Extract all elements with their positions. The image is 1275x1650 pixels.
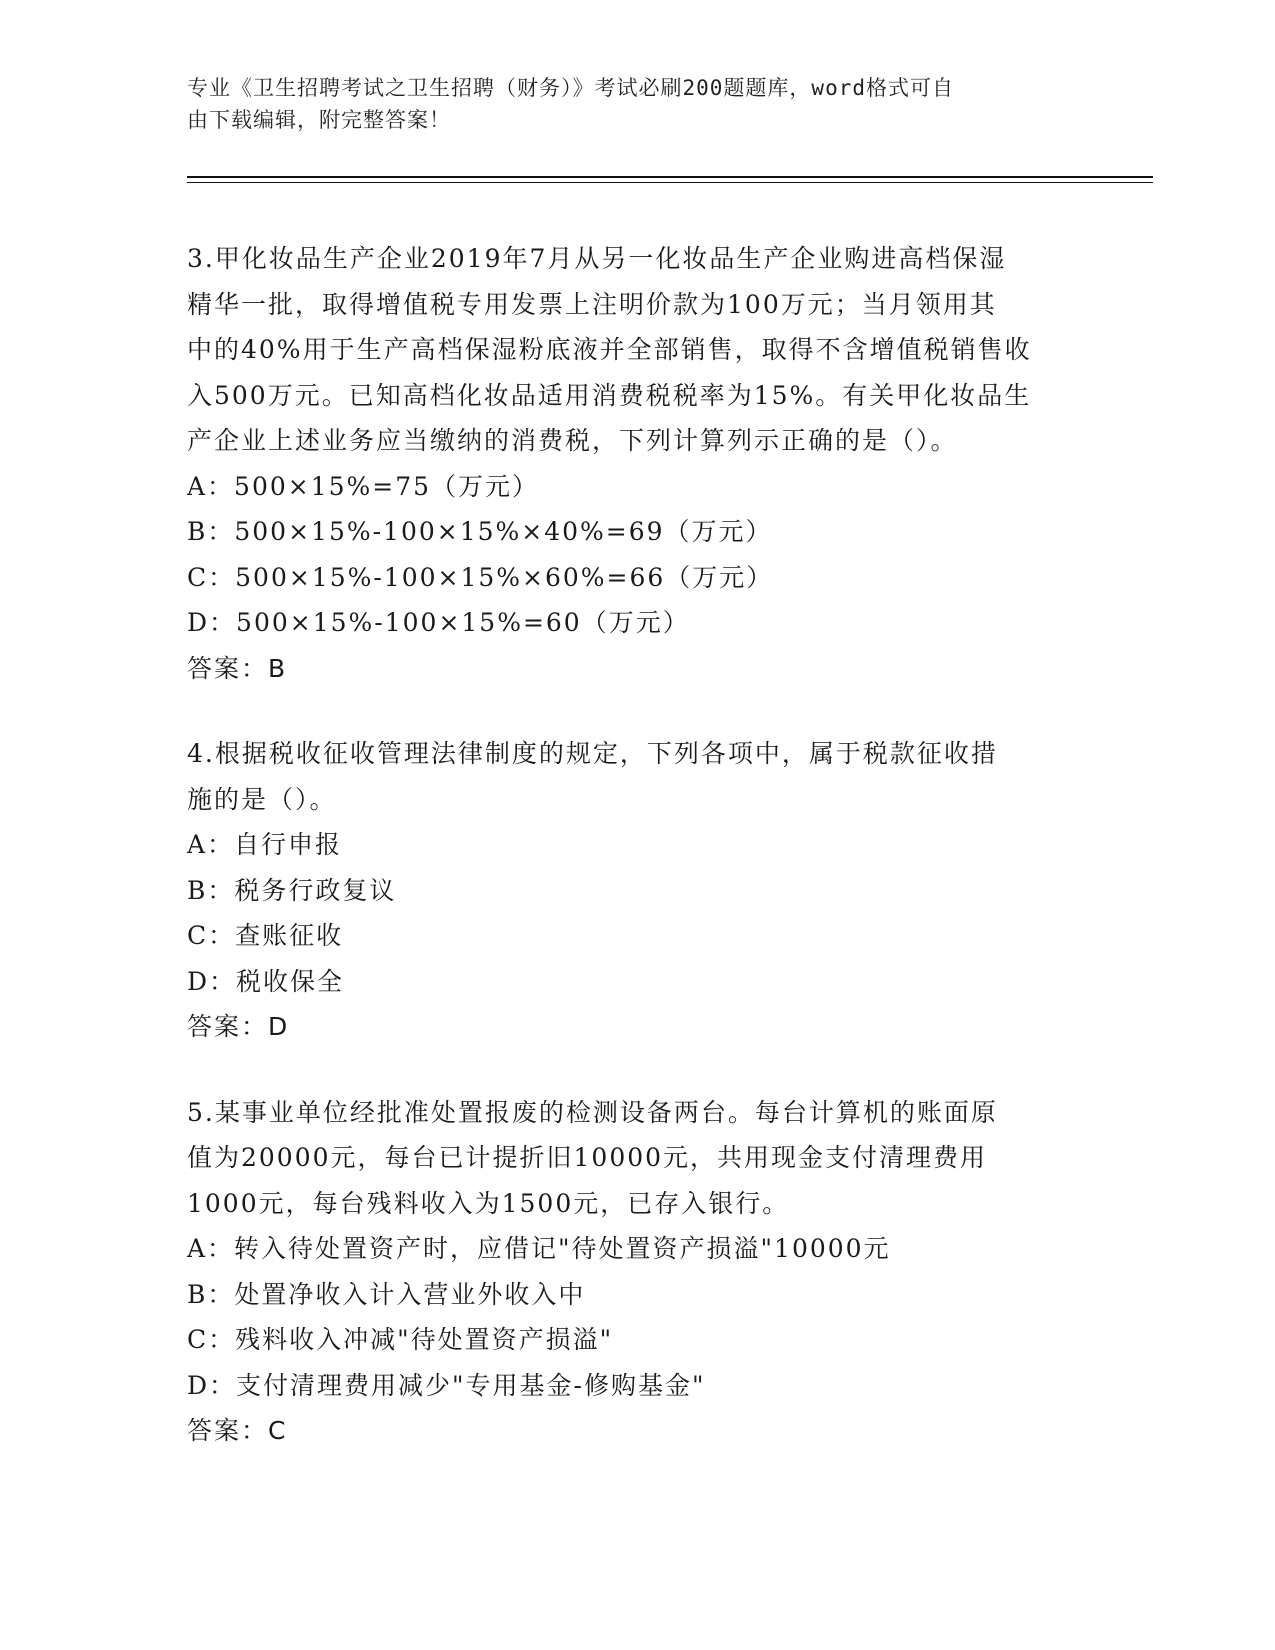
question-stem (187, 236, 1087, 464)
option-a: A：自行申报 (187, 830, 343, 859)
answer-line: 答案：B (187, 653, 288, 683)
question-5 (187, 1090, 1087, 1454)
option-b: B：500×15%-100×15%×40%=69（万元） (187, 517, 773, 546)
question-stem (187, 731, 1087, 822)
stem-line: 1000元，每台残料收入为1500元，已存入银行。 (187, 1188, 790, 1218)
question-stem (187, 1090, 1087, 1227)
document-header (187, 72, 1067, 136)
header-line-1: 专业《卫生招聘考试之卫生招聘（财务）》考试必刷200题题库，word格式可自 (187, 76, 954, 100)
option-a: A：转入待处置资产时，应借记"待处置资产损溢"10000元 (187, 1234, 891, 1263)
question-4 (187, 731, 1087, 1050)
question-list (187, 236, 1087, 1494)
stem-line: 4.根据税收征收管理法律制度的规定，下列各项中，属于税款征收措 (187, 739, 998, 768)
header-divider-thin (187, 182, 1153, 183)
option-b: B：处置净收入计入营业外收入中 (187, 1279, 586, 1309)
stem-line: 3.甲化妆品生产企业2019年7月从另一化妆品生产企业购进高档保湿 (187, 244, 1007, 273)
stem-line: 精华一批，取得增值税专用发票上注明价款为100万元；当月领用其 (187, 289, 997, 319)
stem-line: 入500万元。已知高档化妆品适用消费税税率为15%。有关甲化妆品生 (187, 380, 1032, 410)
option-d: D：500×15%-100×15%=60（万元） (187, 608, 690, 637)
option-d: D：税收保全 (187, 966, 345, 996)
option-b: B：税务行政复议 (187, 875, 397, 905)
option-a: A：500×15%=75（万元） (187, 471, 540, 501)
answer-line: 答案：C (187, 1416, 288, 1445)
question-3 (187, 236, 1087, 691)
option-c: C：500×15%-100×15%×60%=66（万元） (187, 562, 774, 592)
header-line-2: 由下载编辑，附完整答案！ (187, 108, 451, 132)
option-c: C：查账征收 (187, 921, 344, 950)
answer-line: 答案：D (187, 1012, 290, 1041)
stem-line: 中的40%用于生产高档保湿粉底液并全部销售，取得不含增值税销售收 (187, 335, 1032, 364)
option-c: C：残料收入冲减"待处置资产损溢" (187, 1325, 614, 1354)
stem-line: 5.某事业单位经批准处置报废的检测设备两台。每台计算机的账面原 (187, 1097, 998, 1127)
stem-line: 值为20000元，每台已计提折旧10000元，共用现金支付清理费用 (187, 1143, 988, 1172)
header-divider-thick (187, 176, 1153, 178)
option-d: D：支付清理费用减少"专用基金-修购基金" (187, 1370, 706, 1400)
stem-line: 产企业上述业务应当缴纳的消费税，下列计算列示正确的是（）。 (187, 426, 958, 455)
stem-line: 施的是（）。 (187, 784, 337, 814)
